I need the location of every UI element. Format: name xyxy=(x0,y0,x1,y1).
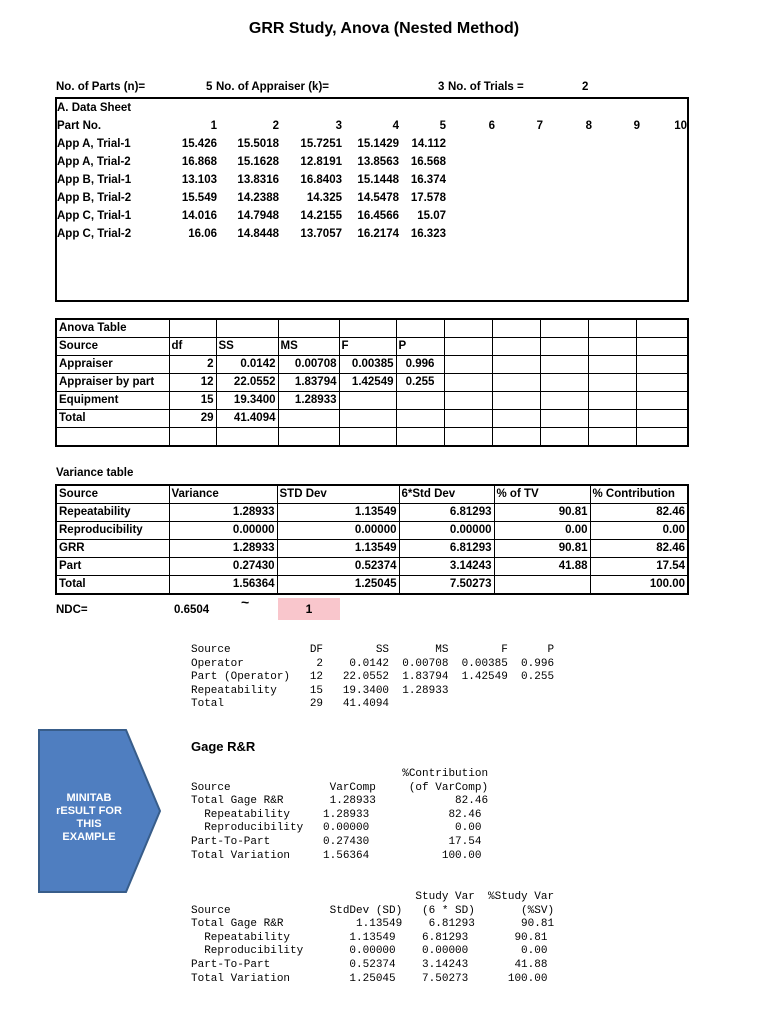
anova-header-row xyxy=(56,338,688,356)
trials-label: No. of Trials = xyxy=(448,81,524,93)
output-line: Source VarComp (of VarComp) xyxy=(191,781,489,794)
variance-row xyxy=(56,576,688,595)
ndc-value: 0.6504 xyxy=(174,604,210,616)
data-cell: 15.07 xyxy=(417,210,446,222)
anova-cell xyxy=(588,338,636,356)
variance-header: Source xyxy=(56,485,169,504)
anova-title-row xyxy=(56,319,688,338)
anova-row xyxy=(56,356,688,374)
anova-cell xyxy=(444,428,492,447)
variance-cell: Part xyxy=(56,558,169,576)
anova-cell xyxy=(636,338,688,356)
anova-cell xyxy=(588,374,636,392)
data-cell: 16.323 xyxy=(410,228,446,240)
anova-cell xyxy=(339,410,396,428)
ndc-label: NDC= xyxy=(56,604,88,616)
anova-cell xyxy=(636,319,688,338)
appraiser-label: No. of Appraiser (k)= xyxy=(216,81,329,93)
anova-cell: F xyxy=(339,338,396,356)
anova-cell xyxy=(636,374,688,392)
anova-cell: SS xyxy=(216,338,278,356)
output-line: %Contribution xyxy=(191,768,489,780)
anova-cell xyxy=(588,410,636,428)
anova-cell xyxy=(444,319,492,338)
anova-cell xyxy=(56,428,169,447)
anova-cell xyxy=(588,392,636,410)
variance-header: % of TV xyxy=(494,485,590,504)
output-line: Total Variation 1.56364 100.00 xyxy=(191,849,482,862)
anova-cell xyxy=(540,374,588,392)
anova-cell xyxy=(588,319,636,338)
variance-cell: 6.81293 xyxy=(399,540,494,558)
ndc-rounded-box: 1 xyxy=(278,598,340,620)
variance-cell: 1.13549 xyxy=(277,504,399,522)
data-cell: 13.103 xyxy=(181,174,217,186)
data-cell: 16.2174 xyxy=(357,228,399,240)
anova-cell xyxy=(540,392,588,410)
output-line: Part-To-Part 0.52374 3.14243 41.88 xyxy=(191,958,548,971)
variance-cell: 1.56364 xyxy=(169,576,277,595)
data-cell: 16.8403 xyxy=(300,174,342,186)
data-cell: 15.5018 xyxy=(237,138,279,150)
anova-cell xyxy=(492,392,540,410)
anova-cell xyxy=(278,410,339,428)
data-cell: 15.7251 xyxy=(300,138,342,150)
data-cell: 12.8191 xyxy=(300,156,342,168)
parts-value: 5 xyxy=(206,81,213,93)
variance-cell: 82.46 xyxy=(590,540,688,558)
data-cell: 14.7948 xyxy=(237,210,279,222)
data-cell: 16.374 xyxy=(410,174,446,186)
anova-cell xyxy=(492,319,540,338)
variance-cell: 1.28933 xyxy=(169,540,277,558)
anova-cell xyxy=(636,428,688,447)
part-number: 6 xyxy=(488,120,495,132)
anova-cell: Appraiser xyxy=(56,356,169,374)
anova-cell: Total xyxy=(56,410,169,428)
anova-cell xyxy=(339,428,396,447)
anova-cell xyxy=(396,392,444,410)
anova-cell: 0.996 xyxy=(396,356,444,374)
output-line: Repeatability 1.13549 6.81293 90.81 xyxy=(191,931,548,944)
anova-cell xyxy=(339,319,396,338)
anova-cell: 1.42549 xyxy=(339,374,396,392)
anova-cell xyxy=(444,410,492,428)
data-row-label: App B, Trial-1 xyxy=(57,174,132,186)
variance-header: 6*Std Dev xyxy=(399,485,494,504)
anova-cell: df xyxy=(169,338,216,356)
variance-cell: 0.00 xyxy=(590,522,688,540)
output-line: Total Variation 1.25045 7.50273 100.00 xyxy=(191,972,548,985)
anova-cell xyxy=(396,319,444,338)
callout-line: EXAMPLE xyxy=(62,831,116,843)
variance-cell: 0.00 xyxy=(494,522,590,540)
variance-cell: 0.00000 xyxy=(277,522,399,540)
output-line: Part (Operator) 12 22.0552 1.83794 1.42549 0.255 xyxy=(191,671,555,684)
anova-cell xyxy=(444,338,492,356)
data-sheet xyxy=(55,97,689,302)
variance-row xyxy=(56,558,688,576)
variance-cell xyxy=(494,576,590,595)
anova-cell xyxy=(636,356,688,374)
output-line: Reproducibility 0.00000 0.00 xyxy=(191,822,482,835)
anova-cell: Equipment xyxy=(56,392,169,410)
anova-cell xyxy=(588,356,636,374)
anova-cell xyxy=(444,374,492,392)
anova-cell xyxy=(396,410,444,428)
variance-header-row xyxy=(56,485,688,504)
anova-cell: 0.255 xyxy=(396,374,444,392)
anova-cell xyxy=(278,319,339,338)
output-line: Total Gage R&R 1.28933 82.46 xyxy=(191,795,489,808)
data-cell: 13.7057 xyxy=(300,228,342,240)
callout-text xyxy=(50,792,128,844)
anova-cell xyxy=(636,392,688,410)
data-cell: 15.426 xyxy=(181,138,217,150)
anova-cell xyxy=(396,428,444,447)
variance-cell: 0.00000 xyxy=(169,522,277,540)
output-line: Total Gage R&R 1.13549 6.81293 90.81 xyxy=(191,918,555,931)
anova-cell xyxy=(636,410,688,428)
minitab-studyvar-output xyxy=(191,891,554,986)
variance-cell: 41.88 xyxy=(494,558,590,576)
output-line: Source StdDev (SD) (6 * SD) (%SV) xyxy=(191,904,555,917)
anova-cell xyxy=(444,392,492,410)
data-cell: 14.112 xyxy=(411,138,446,150)
part-number: 4 xyxy=(392,120,399,132)
part-number: 7 xyxy=(536,120,543,132)
anova-cell xyxy=(540,356,588,374)
anova-row xyxy=(56,374,688,392)
data-row-label: App C, Trial-1 xyxy=(57,210,132,222)
anova-cell xyxy=(492,356,540,374)
anova-cell xyxy=(169,428,216,447)
anova-row xyxy=(56,392,688,410)
anova-cell xyxy=(216,428,278,447)
variance-cell: Total xyxy=(56,576,169,595)
data-cell: 17.578 xyxy=(410,192,446,204)
anova-cell xyxy=(339,392,396,410)
minitab-anova-output xyxy=(191,644,554,712)
anova-cell: 1.28933 xyxy=(278,392,339,410)
anova-cell: 1.83794 xyxy=(278,374,339,392)
part-number: 2 xyxy=(272,120,279,132)
variance-cell: 0.27430 xyxy=(169,558,277,576)
callout-line: THIS xyxy=(76,818,102,830)
data-cell: 15.1448 xyxy=(357,174,399,186)
part-no-label: Part No. xyxy=(57,120,102,132)
anova-cell: 19.3400 xyxy=(216,392,278,410)
output-line: Source DF SS MS F P xyxy=(191,644,555,656)
variance-cell: Reproducibility xyxy=(56,522,169,540)
anova-cell xyxy=(216,319,278,338)
data-cell: 16.4566 xyxy=(357,210,399,222)
anova-cell xyxy=(540,319,588,338)
data-cell: 15.1628 xyxy=(237,156,279,168)
callout-line: rESULT FOR xyxy=(56,805,122,817)
approx-symbol: ~ xyxy=(241,594,250,610)
anova-cell xyxy=(588,428,636,447)
output-line: Reproducibility 0.00000 0.00000 0.00 xyxy=(191,945,548,958)
anova-cell: Appraiser by part xyxy=(56,374,169,392)
variance-cell: 6.81293 xyxy=(399,504,494,522)
output-line: Total 29 41.4094 xyxy=(191,698,390,711)
anova-cell: 0.00708 xyxy=(278,356,339,374)
callout-line: MINITAB xyxy=(66,792,112,804)
part-number: 9 xyxy=(633,120,640,132)
variance-row xyxy=(56,540,688,558)
data-cell: 16.568 xyxy=(410,156,446,168)
variance-cell: Repeatability xyxy=(56,504,169,522)
data-sheet-title: A. Data Sheet xyxy=(57,102,132,114)
anova-cell: Source xyxy=(56,338,169,356)
variance-cell: 1.13549 xyxy=(277,540,399,558)
anova-cell: 15 xyxy=(169,392,216,410)
anova-cell: 29 xyxy=(169,410,216,428)
data-cell: 16.06 xyxy=(188,228,217,240)
data-cell: 14.8448 xyxy=(237,228,279,240)
anova-table xyxy=(55,318,689,447)
gage-rr-title: Gage R&R xyxy=(191,739,256,754)
variance-header: % Contribution xyxy=(590,485,688,504)
data-row-label: App A, Trial-2 xyxy=(57,156,131,168)
part-number: 1 xyxy=(210,120,217,132)
part-number: 3 xyxy=(335,120,342,132)
parts-label: No. of Parts (n)= xyxy=(56,81,146,93)
anova-cell xyxy=(492,428,540,447)
part-number: 8 xyxy=(585,120,592,132)
variance-table xyxy=(55,484,689,595)
anova-cell: 0.0142 xyxy=(216,356,278,374)
anova-cell: P xyxy=(396,338,444,356)
variance-cell: 90.81 xyxy=(494,540,590,558)
anova-cell xyxy=(492,374,540,392)
data-cell: 14.2388 xyxy=(237,192,279,204)
variance-row xyxy=(56,504,688,522)
data-cell: 13.8563 xyxy=(357,156,399,168)
variance-cell: 7.50273 xyxy=(399,576,494,595)
anova-cell: MS xyxy=(278,338,339,356)
anova-cell xyxy=(540,428,588,447)
variance-cell: 82.46 xyxy=(590,504,688,522)
data-cell: 14.016 xyxy=(181,210,217,222)
output-line: Repeatability 15 19.3400 1.28933 xyxy=(191,684,449,697)
anova-cell xyxy=(492,338,540,356)
anova-cell xyxy=(540,338,588,356)
output-line: Repeatability 1.28933 82.46 xyxy=(191,808,482,821)
anova-cell xyxy=(444,356,492,374)
variance-cell: 0.52374 xyxy=(277,558,399,576)
variance-cell: 90.81 xyxy=(494,504,590,522)
data-cell: 14.5478 xyxy=(357,192,399,204)
part-number: 5 xyxy=(439,120,446,132)
anova-cell xyxy=(169,319,216,338)
trials-value: 2 xyxy=(582,81,589,93)
variance-header: STD Dev xyxy=(277,485,399,504)
data-row-label: App A, Trial-1 xyxy=(57,138,131,150)
variance-cell: 17.54 xyxy=(590,558,688,576)
anova-cell: 22.0552 xyxy=(216,374,278,392)
data-cell: 14.2155 xyxy=(300,210,342,222)
variance-cell: 1.25045 xyxy=(277,576,399,595)
variance-cell: 100.00 xyxy=(590,576,688,595)
anova-cell xyxy=(492,410,540,428)
output-line: Part-To-Part 0.27430 17.54 xyxy=(191,835,482,848)
data-cell: 13.8316 xyxy=(237,174,279,186)
anova-cell xyxy=(540,410,588,428)
anova-cell: 41.4094 xyxy=(216,410,278,428)
appraiser-value: 3 xyxy=(438,81,445,93)
variance-header: Variance xyxy=(169,485,277,504)
data-row-label: App B, Trial-2 xyxy=(57,192,132,204)
variance-cell: GRR xyxy=(56,540,169,558)
anova-cell: 2 xyxy=(169,356,216,374)
minitab-varcomp-output xyxy=(191,768,488,863)
anova-row xyxy=(56,410,688,428)
data-row-label: App C, Trial-2 xyxy=(57,228,132,240)
page-title: GRR Study, Anova (Nested Method) xyxy=(248,20,520,37)
output-line: Study Var %Study Var xyxy=(191,891,555,903)
variance-cell: 0.00000 xyxy=(399,522,494,540)
data-cell: 14.325 xyxy=(306,192,342,204)
variance-row xyxy=(56,522,688,540)
variance-table-title: Variance table xyxy=(56,467,134,479)
data-cell: 16.868 xyxy=(181,156,217,168)
output-line: Operator 2 0.0142 0.00708 0.00385 0.996 xyxy=(191,657,555,670)
anova-cell: 12 xyxy=(169,374,216,392)
anova-cell xyxy=(278,428,339,447)
variance-cell: 1.28933 xyxy=(169,504,277,522)
variance-cell: 3.14243 xyxy=(399,558,494,576)
anova-empty-row xyxy=(56,428,688,447)
data-cell: 15.1429 xyxy=(357,138,399,150)
anova-title: Anova Table xyxy=(56,319,169,338)
data-cell: 15.549 xyxy=(181,192,217,204)
part-number: 10 xyxy=(674,120,687,132)
anova-cell: 0.00385 xyxy=(339,356,396,374)
